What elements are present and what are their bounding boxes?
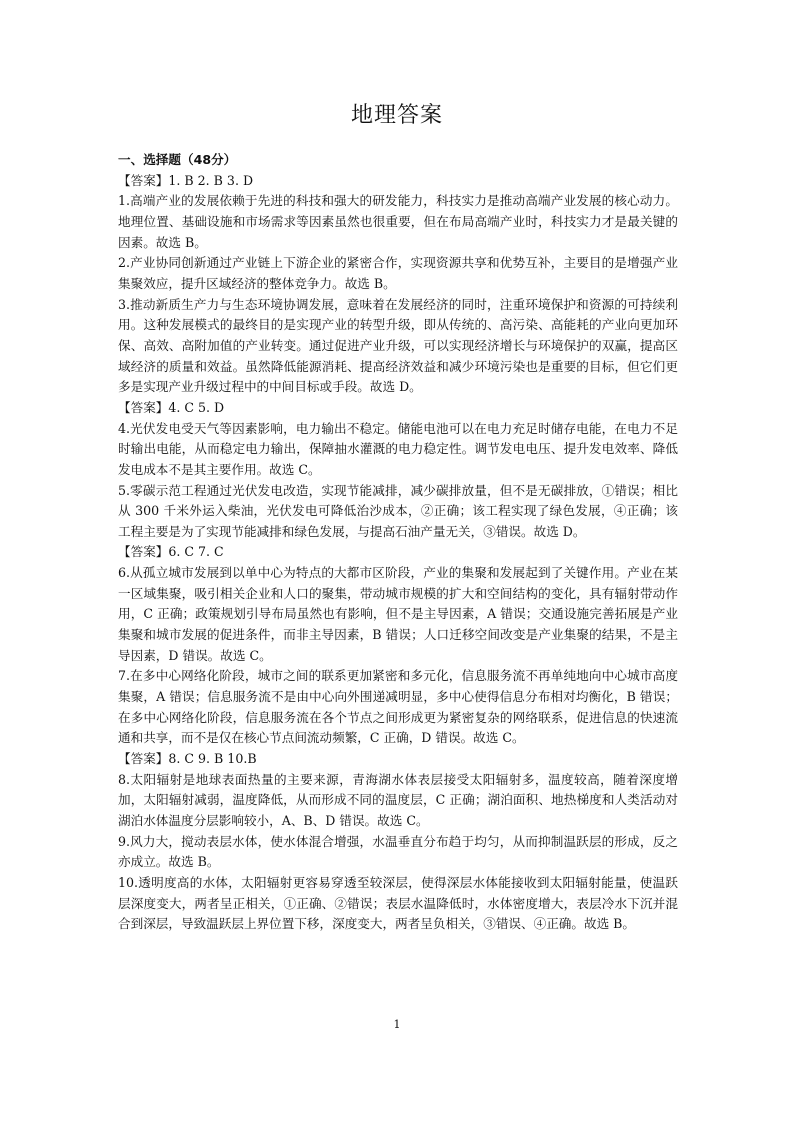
answer-content (118, 150, 678, 935)
explanation-paragraph: 2.产业协同创新通过产业链上下游企业的紧密合作，实现资源共享和优势互补，主要目的是增强产业集聚效应，提升区域经济的整体竞争力。故选 B。 (118, 255, 678, 291)
explanation-paragraph: 4.光伏发电受天气等因素影响，电力输出不稳定。储能电池可以在电力充足时储存电能，在电力不足时输出电能，从而稳定电力输出，保障抽水灌溉的电力稳定性。调节发电电压、提升发电效率、降低发电成本不是其主要作用。故选 C。 (118, 420, 678, 477)
explanation-paragraph: 6.从孤立城市发展到以单中心为特点的大都市区阶段，产业的集聚和发展起到了关键作用。产业在某一区域集聚，吸引相关企业和人口的聚集，带动城市规模的扩大和空间结构的变化，具有辐射带动作用，C 正确；政策规划引导布局虽然也有影响，但不是主导因素，A 错误；交通设施完善拓展是产业集聚和城市发展的促进条件，而非主导因素，B 错误；人口迁移空间改变是产业集聚的结果，不是主导因素，D 错误。故选 C。 (118, 565, 678, 663)
explanation-paragraph: 10.透明度高的水体，太阳辐射更容易穿透至较深层，使得深层水体能接收到太阳辐射能量，使温跃层深度变大，两者呈正相关，①正确、②错误；表层水温降低时，水体密度增大，表层冷水下沉并混合到深层，导致温跃层上界位置下移，深度变大，两者呈负相关，③错误、④正确。故选 B。 (118, 874, 678, 932)
page-title: 地理答案 (350, 103, 443, 128)
answer-line: 【答案】1. B 2. B 3. D (118, 172, 254, 188)
explanation-paragraph: 9.风力大，搅动表层水体，使水体混合增强，水温垂直分布趋于均匀，从而抑制温跃层的形成，反之亦成立。故选 B。 (118, 833, 678, 870)
explanation-paragraph: 5.零碳示范工程通过光伏发电改造，实现节能减排，减少碳排放量，但不是无碳排放，①错误；相比从 300 千米外运入柴油，光伏发电可降低治沙成本，②正确；该工程实现了绿色发展，④正确；该工程主要是为了实现节能减排和绿色发展，与提高石油产量无关，③错误。故选 D。 (118, 482, 678, 539)
explanation-paragraph: 3.推动新质生产力与生态环境协调发展，意味着在发展经济的同时，注重环境保护和资源的可持续利用。这种发展模式的最终目的是实现产业的转型升级，即从传统的、高污染、高能耗的产业向更加环保、高效、高附加值的产业转变。通过促进产业升级，可以实现经济增长与环境保护的双赢，提高区域经济的质量和效益。虽然降低能源消耗、提高经济效益和减少环境污染也是重要的目标，但它们更多是实现产业升级过程中的中间目标或手段。故选 D。 (118, 296, 678, 395)
answer-line: 【答案】8. C 9. B 10.B (118, 751, 257, 767)
page-number: 1 (393, 1018, 401, 1031)
section-heading: 一、选择题（48分） (118, 152, 237, 167)
answer-line: 【答案】4. C 5. D (118, 399, 225, 415)
answer-line: 【答案】6. C 7. C (118, 544, 224, 560)
explanation-paragraph: 7.在多中心网络化阶段，城市之间的联系更加紧密和多元化，信息服务流不再单纯地向中心城市高度集聚，A 错误；信息服务流不是由中心向外围递减明显，多中心使得信息分布相对均衡化，B 错误；在多中心网络化阶段，信息服务流在各个节点之间形成更为紧密复杂的网络联系，促进信息的快速流通和共享，而不是仅在核心节点间流动频繁，C 正确，D 错误。故选 C。 (118, 668, 678, 746)
explanation-paragraph: 1.高端产业的发展依赖于先进的科技和强大的研发能力，科技实力是推动高端产业发展的核心动力。地理位置、基础设施和市场需求等因素虽然也很重要，但在布局高端产业时，科技实力才是最关键的因素。故选 B。 (118, 193, 678, 250)
explanation-paragraph: 8.太阳辐射是地球表面热量的主要来源，青海湖水体表层接受太阳辐射多，温度较高，随着深度增加，太阳辐射减弱，温度降低，从而形成不同的温度层，C 正确；湖泊面积、地热梯度和人类活动对湖泊水体温度分层影响较小，A、B、D 错误。故选 C。 (118, 771, 678, 828)
